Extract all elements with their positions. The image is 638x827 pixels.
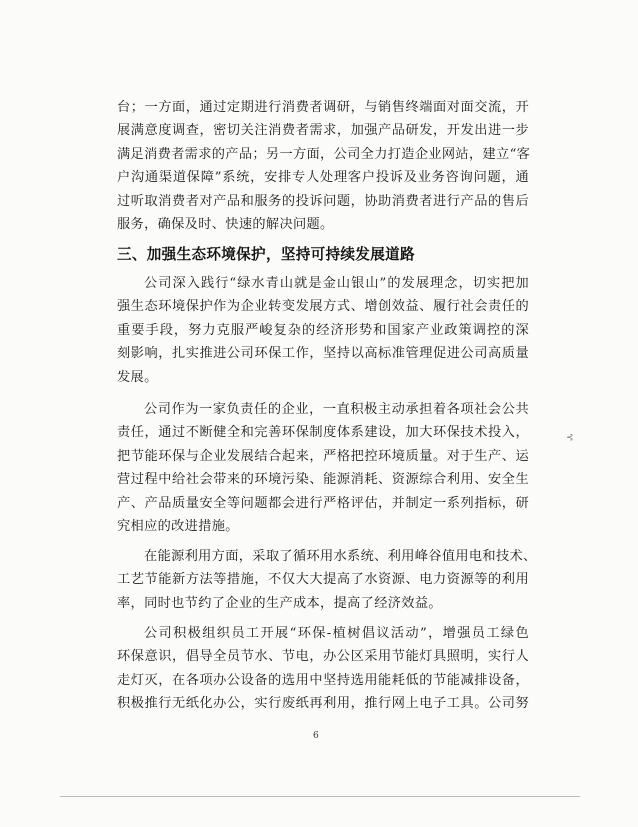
text-line: 环保意识，倡导全员节水、节电，办公区采用节能灯具照明，实行人 xyxy=(117,649,529,665)
paragraph-social-responsibility xyxy=(117,398,529,538)
text-line: 究相应的改进措施。 xyxy=(117,518,239,534)
paragraph-energy-use xyxy=(117,545,537,615)
text-line: 满足消费者需求的产品；另一方面，公司全力打造企业网站，建立“客 xyxy=(117,146,531,162)
text-line: 积极推行无纸化办公，实行废纸再利用，推行网上电子工具。公司努 xyxy=(117,696,529,712)
text-line: 责任，通过不断健全和完善环保制度体系建设，加大环保技术投入， xyxy=(117,425,529,441)
paragraph-customer-service xyxy=(117,96,529,236)
text-line: 服务，确保及时、快速的解决问题。 xyxy=(117,216,334,232)
text-line: 营过程中给社会带来的环境污染、能源消耗、资源综合利用、安全生 xyxy=(117,472,529,488)
text-line: 户沟通渠道保障”系统，安排专人处理客户投诉及业务咨询问题，通 xyxy=(117,170,529,186)
text-line: 台；一方面，通过定期进行消费者调研，与销售终端面对面交流，开 xyxy=(117,100,529,115)
text-line: 重要手段，努力克服严峻复杂的经济形势和国家产业政策调控的深 xyxy=(117,322,529,338)
text-line: 公司作为一家负责任的企业，一直积极主动承担着各项社会公共 xyxy=(144,402,529,417)
scan-edge-line xyxy=(60,796,580,797)
text-line: 率，同时也节约了企业的生产成本，提高了经济效益。 xyxy=(117,595,442,611)
text-line: 走灯灭，在各项办公设备的选用中坚持选用能耗低的节能减排设备， xyxy=(117,672,529,688)
text-line: 产、产品质量安全等问题都会进行严格评估，并制定一系列指标，研 xyxy=(117,495,529,511)
scan-artifact-mark: ⊰ xyxy=(566,433,574,443)
text-line: 公司积极组织员工开展“环保-植树倡议活动”，增强员工绿色 xyxy=(144,626,529,641)
text-line: 公司深入践行“绿水青山就是金山银山”的发展理念，切实把加 xyxy=(144,276,529,291)
text-line: 过听取消费者对产品和服务的投诉问题，协助消费者进行产品的售后 xyxy=(117,193,529,209)
text-line: 在能源利用方面，采取了循环用水系统、利用峰谷值用电和技术、 xyxy=(144,549,537,564)
text-line: 把节能环保与企业发展结合起来，严格把控环境质量。对于生产、运 xyxy=(117,448,529,464)
text-line: 发展。 xyxy=(117,369,158,385)
paragraph-green-office xyxy=(117,622,529,716)
text-line: 工艺节能新方法等措施，不仅大大提高了水资源、电力资源等的利用 xyxy=(117,572,529,588)
section-heading: 三、加强生态环境保护，坚持可持续发展道路 xyxy=(117,246,415,263)
page-number: 6 xyxy=(313,731,319,741)
text-line: 展满意度调查，密切关注消费者需求，加强产品研发，开发出进一步 xyxy=(117,123,529,139)
text-line: 刻影响，扎实推进公司环保工作，坚持以高标准管理促进公司高质量 xyxy=(117,346,529,362)
paragraph-eco-philosophy xyxy=(117,272,529,389)
text-line: 强生态环境保护作为企业转变发展方式、增创效益、履行社会责任的 xyxy=(117,299,529,315)
